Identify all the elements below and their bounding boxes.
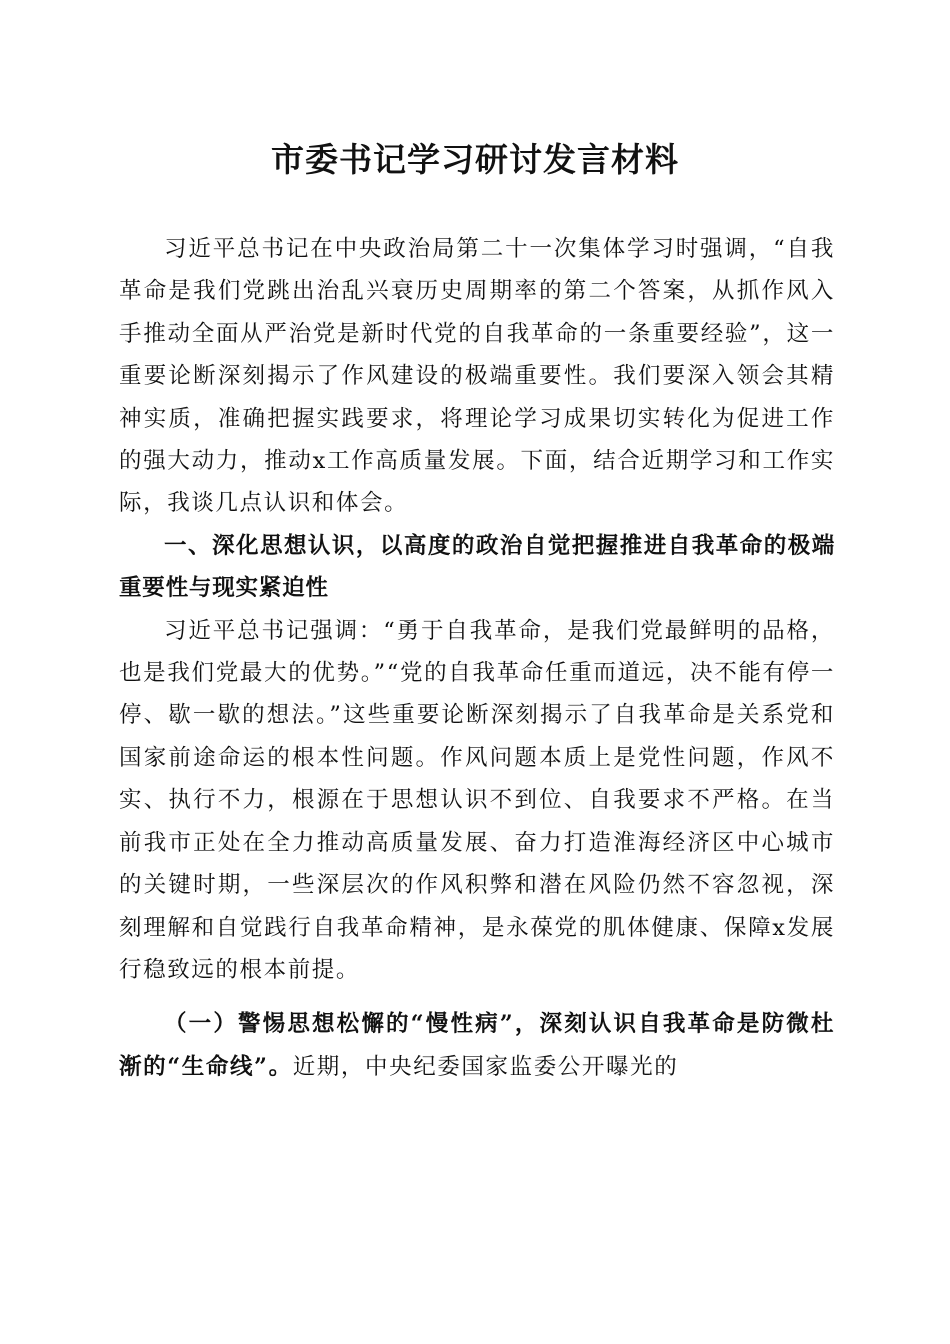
section-1-paragraph: 习近平总书记强调：“勇于自我革命，是我们党最鲜明的品格，也是我们党最大的优势。”“党的自我革命任重而道远，决不能有停一停、歇一歇的想法。”这些重要论断深刻揭示了自我革命是关系党和国家前途命运的根本性问题。作风问题本质上是党性问题，作风不实、执行不力，根源在于思想认识不到位、自我要求不严格。在当前我市正处在全力推动高质量发展、奋力打造淮海经济区中心城市的关键时期，一些深层次的作风积弊和潜在风险仍然不容忽视，深刻理解和自觉践行自我革命精神，是永葆党的肌体健康、保障x发展行稳致远的根本前提。 (119, 617, 835, 983)
subsection-1-heading: （一）警惕思想松懈的“慢性病”，深刻认识自我革命是防微杜渐的“生命线”。 (119, 1011, 835, 1080)
document-body (119, 228, 835, 1088)
subsection-1-paragraph (119, 1003, 835, 1088)
document-title: 市委书记学习研讨发言材料 (271, 140, 679, 179)
subsection-1-body: 近期，中央纪委国家监委公开曝光的 (292, 1053, 679, 1080)
intro-paragraph: 习近平总书记在中央政治局第二十一次集体学习时强调，“自我革命是我们党跳出治乱兴衰历史周期率的第二个答案，从抓作风入手推动全面从严治党是新时代党的自我革命的一条重要经验”，这一重要论断深刻揭示了作风建设的极端重要性。我们要深入领会其精神实质，准确把握实践要求，将理论学习成果切实转化为促进工作的强大动力，推动x工作高质量发展。下面，结合近期学习和工作实际，我谈几点认识和体会。 (119, 236, 835, 517)
section-1-heading: 一、深化思想认识，以高度的政治自觉把握推进自我革命的极端重要性与现实紧迫性 (119, 532, 835, 602)
